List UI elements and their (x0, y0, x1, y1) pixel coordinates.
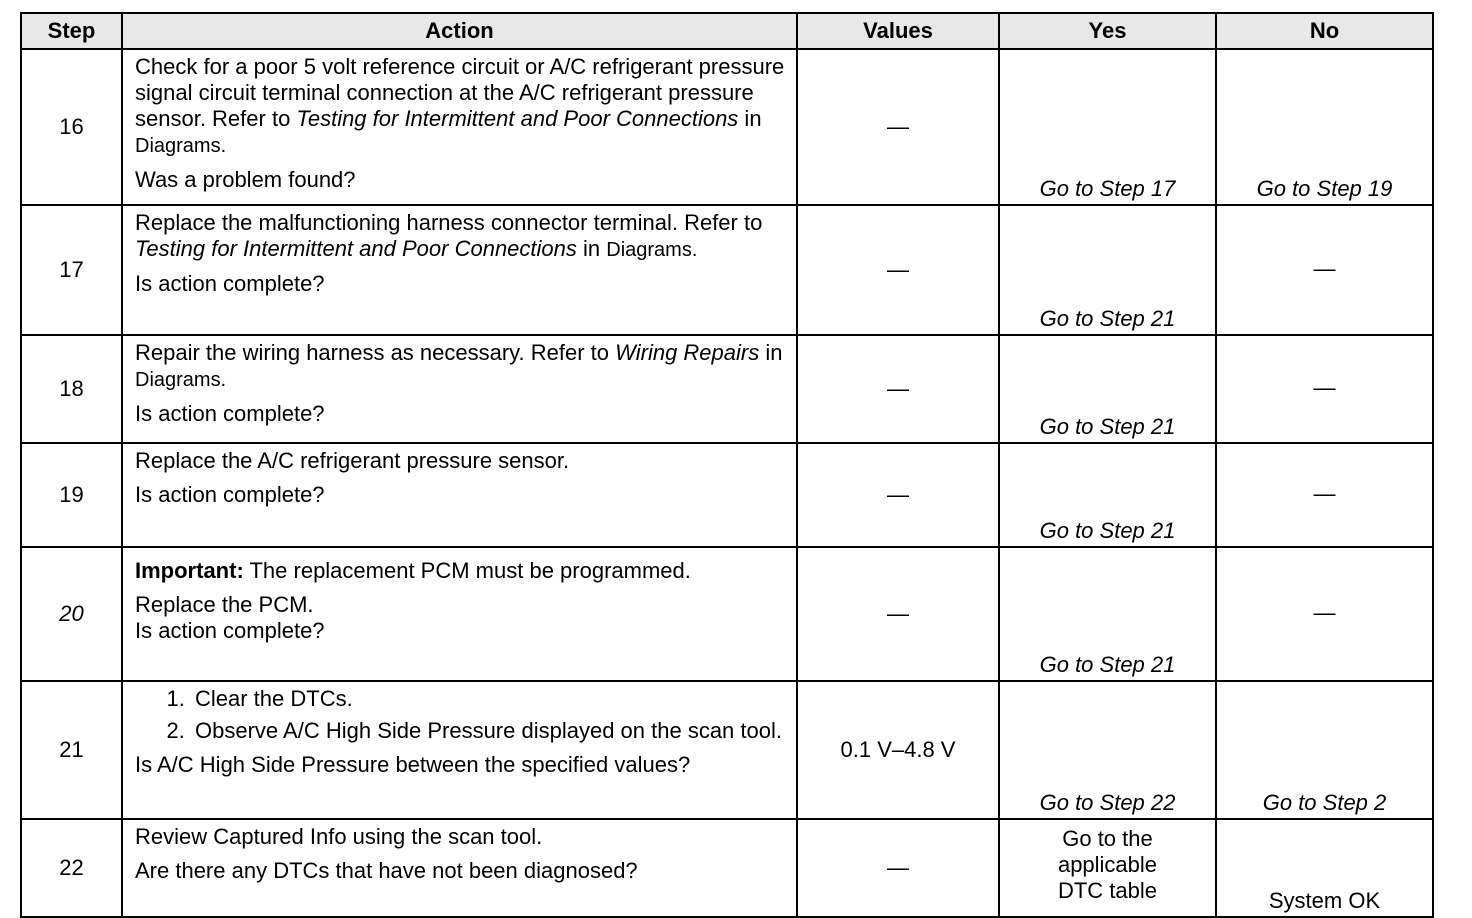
table-row (21, 443, 1433, 547)
action-question: Is action complete? (135, 401, 325, 426)
action-cell (122, 681, 797, 819)
yes-cell: Go to Step 21 (999, 547, 1216, 681)
values-cell: 0.1 V–4.8 V (797, 681, 999, 819)
important-label: Important: (135, 558, 244, 583)
action-text: Review Captured Info using the scan tool. (135, 824, 543, 849)
yes-cell: Go to Step 21 (999, 335, 1216, 443)
step-number: 17 (21, 205, 122, 335)
header-values: Values (797, 13, 999, 49)
header-yes: Yes (999, 13, 1216, 49)
action-text: Replace the A/C refrigerant pressure sensor. (135, 448, 570, 473)
action-question: Is A/C High Side Pressure between the specified values? (135, 752, 691, 777)
header-action: Action (122, 13, 797, 49)
table-row (21, 681, 1433, 819)
action-text: Check for a poor 5 volt reference circuit or A/C refrigerant pressure signal circuit terminal connection at the A/C refrigerant pressure sensor. Refer to Testing for Intermittent and Poor Connections in Diagrams. (135, 54, 785, 157)
values-cell: — (797, 49, 999, 205)
step-number: 20 (21, 547, 122, 681)
action-question: Is action complete? (135, 618, 325, 643)
step-number: 19 (21, 443, 122, 547)
table-row (21, 49, 1433, 205)
yes-cell: Go to Step 17 (999, 49, 1216, 205)
values-cell: — (797, 205, 999, 335)
yes-cell: Go to Step 21 (999, 205, 1216, 335)
action-question: Is action complete? (135, 271, 325, 296)
action-question: Is action complete? (135, 482, 325, 507)
action-text: Repair the wiring harness as necessary. Refer to Wiring Repairs in Diagrams. (135, 340, 783, 391)
no-cell: — (1216, 547, 1433, 681)
values-cell: — (797, 819, 999, 917)
values-cell: — (797, 335, 999, 443)
action-cell (122, 819, 797, 917)
header-row (21, 13, 1433, 49)
yes-cell: Go to Step 21 (999, 443, 1216, 547)
header-step: Step (21, 13, 122, 49)
table-row (21, 335, 1433, 443)
action-cell (122, 443, 797, 547)
no-cell: — (1216, 205, 1433, 335)
step-number: 22 (21, 819, 122, 917)
action-cell (122, 547, 797, 681)
action-steps-list (135, 686, 788, 744)
step-number: 18 (21, 335, 122, 443)
no-cell: — (1216, 335, 1433, 443)
no-cell: — (1216, 443, 1433, 547)
step-number: 21 (21, 681, 122, 819)
action-question: Was a problem found? (135, 167, 356, 192)
diagnostic-table (20, 12, 1434, 918)
values-cell: — (797, 443, 999, 547)
no-cell: System OK (1216, 819, 1433, 917)
table-row (21, 205, 1433, 335)
table-row (21, 819, 1433, 917)
no-cell: Go to Step 19 (1216, 49, 1433, 205)
action-cell (122, 49, 797, 205)
action-question: Are there any DTCs that have not been diagnosed? (135, 858, 638, 883)
step-number: 16 (21, 49, 122, 205)
no-cell: Go to Step 2 (1216, 681, 1433, 819)
important-note: Important: The replacement PCM must be programmed. (135, 558, 691, 583)
action-text: Replace the malfunctioning harness connector terminal. Refer to Testing for Intermittent and Poor Connections in Diagrams. (135, 210, 763, 261)
action-text: Replace the PCM. (135, 592, 314, 617)
table-row (21, 547, 1433, 681)
action-cell (122, 205, 797, 335)
values-cell: — (797, 547, 999, 681)
yes-cell: Go to Step 22 (999, 681, 1216, 819)
action-cell (122, 335, 797, 443)
header-no: No (1216, 13, 1433, 49)
list-item: 2. Observe A/C High Side Pressure displayed on the scan tool. (191, 718, 788, 744)
list-item: 1. Clear the DTCs. (191, 686, 788, 712)
yes-cell: Go to the applicable DTC table (999, 819, 1216, 917)
